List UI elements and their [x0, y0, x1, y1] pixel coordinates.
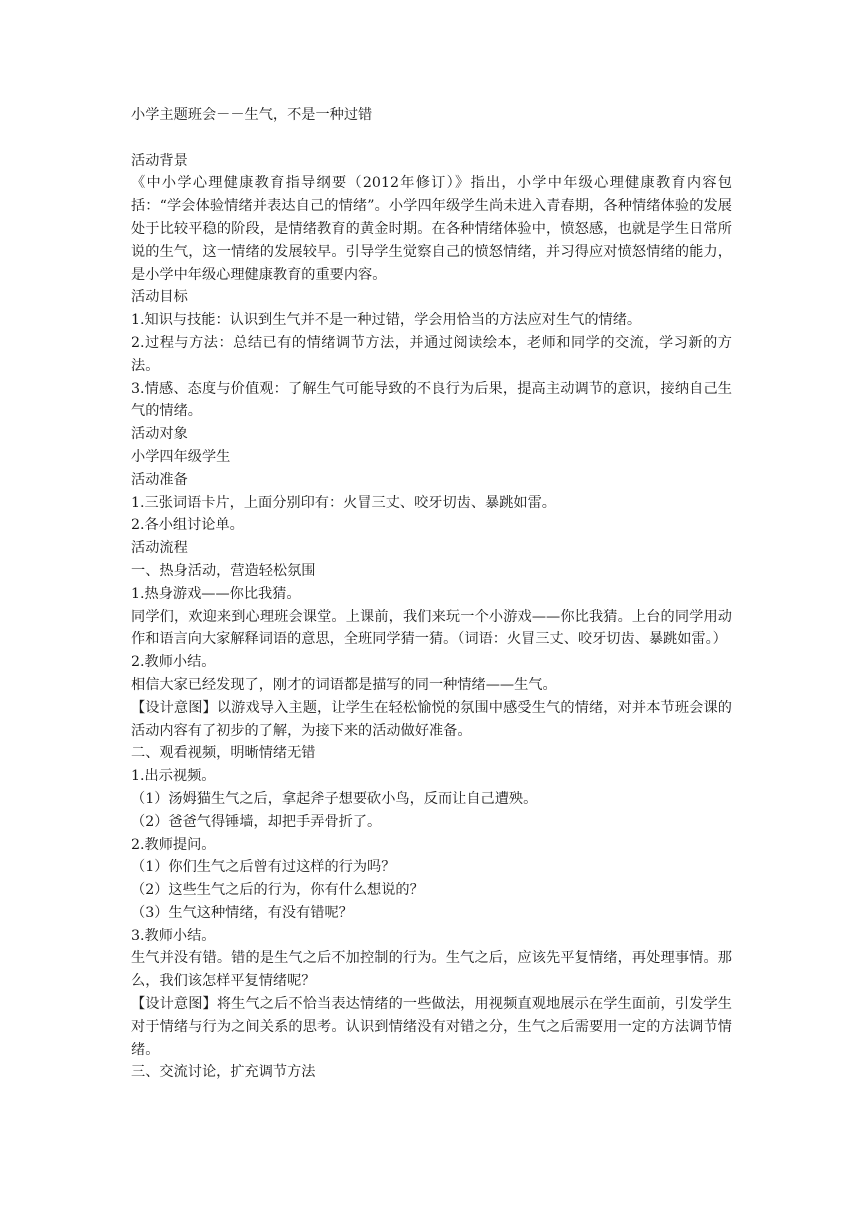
paragraph: 【设计意图】以游戏导入主题，让学生在轻松愉悦的氛围中感受生气的情绪，对并本节班会课的活动内容有了初步的了解，为接下来的活动做好准备。 — [131, 699, 732, 739]
paragraph: 活动流程 — [131, 540, 188, 557]
paragraph: 1.三张词语卡片，上面分别印有：火冒三丈、咬牙切齿、暴跳如雷。 — [131, 494, 556, 511]
paragraph: 1.热身游戏——你比我猜。 — [131, 585, 301, 602]
paragraph: （3）生气这种情绪，有没有错呢？ — [131, 904, 353, 921]
paragraph: 三、交流讨论，扩充调节方法 — [131, 1064, 316, 1081]
paragraph: 活动背景 — [131, 152, 188, 169]
blank-line — [131, 127, 732, 150]
paragraph: （2）爸爸气得锤墙，却把手弄骨折了。 — [131, 813, 382, 830]
paragraph: （1）你们生气之后曾有过这样的行为吗？ — [131, 859, 396, 876]
paragraph: 一、热身活动，营造轻松氛围 — [131, 562, 316, 579]
paragraph: 二、观看视频，明晰情绪无错 — [131, 745, 316, 762]
paragraph: 同学们，欢迎来到心理班会课堂。上课前，我们来玩一个小游戏——你比我猜。上台的同学用动作和语言向大家解释词语的意思，全班同学猜一猜。（词语：火冒三丈、咬牙切齿、暴跳如雷。） — [131, 608, 732, 648]
paragraph: 2.教师提问。 — [131, 836, 216, 853]
paragraph: 生气并没有错。错的是生气之后不加控制的行为。生气之后，应该先平复情绪，再处理事情。那么，我们该怎样平复情绪呢？ — [131, 950, 732, 990]
paragraph: 1.知识与技能：认识到生气并不是一种过错，学会用恰当的方法应对生气的情绪。 — [131, 312, 642, 329]
paragraph: 3.情感、态度与价值观：了解生气可能导致的不良行为后果，提高主动调节的意识，接纳自己生气的情绪。 — [131, 380, 732, 420]
paragraph: （2）这些生气之后的行为，你有什么想说的？ — [131, 882, 424, 899]
paragraph: 3.教师小结。 — [131, 927, 216, 944]
paragraph: 2.各小组讨论单。 — [131, 517, 244, 534]
paragraph: （1）汤姆猫生气之后，拿起斧子想要砍小鸟，反而让自己遭殃。 — [131, 790, 538, 807]
paragraph: 1.出示视频。 — [131, 768, 216, 785]
paragraph-list — [131, 150, 732, 1085]
paragraph: 活动准备 — [131, 471, 188, 488]
paragraph: 相信大家已经发现了，刚才的词语都是描写的同一种情绪——生气。 — [131, 676, 557, 693]
paragraph: 2.教师小结。 — [131, 654, 216, 671]
paragraph: 【设计意图】将生气之后不恰当表达情绪的一些做法，用视频直观地展示在学生面前，引发学生对于情绪与行为之间关系的思考。认识到情绪没有对错之分，生气之后需要用一定的方法调节情绪。 — [131, 996, 732, 1058]
paragraph: 2.过程与方法：总结已有的情绪调节方法，并通过阅读绘本，老师和同学的交流，学习新的方法。 — [131, 334, 732, 374]
paragraph: 《中小学心理健康教育指导纲要（2012年修订）》指出，小学中年级心理健康教育内容包括：“学会体验情绪并表达自己的情绪”。小学四年级学生尚未进入青春期，各种情绪体验的发展处于比较平稳的阶段，是情绪教育的黄金时期。在各种情绪体验中，愤怒感，也就是学生日常所说的生气，这一情绪的发展较早。引导学生觉察自己的愤怒情绪，并习得应对愤怒情绪的能力，是小学中年级心理健康教育的重要内容。 — [131, 175, 732, 283]
paragraph: 活动目标 — [131, 289, 188, 306]
paragraph: 小学四年级学生 — [131, 448, 231, 465]
document-title: 小学主题班会－－生气，不是一种过错 — [131, 107, 373, 123]
paragraph: 活动对象 — [131, 426, 188, 443]
document-body — [131, 104, 732, 1084]
